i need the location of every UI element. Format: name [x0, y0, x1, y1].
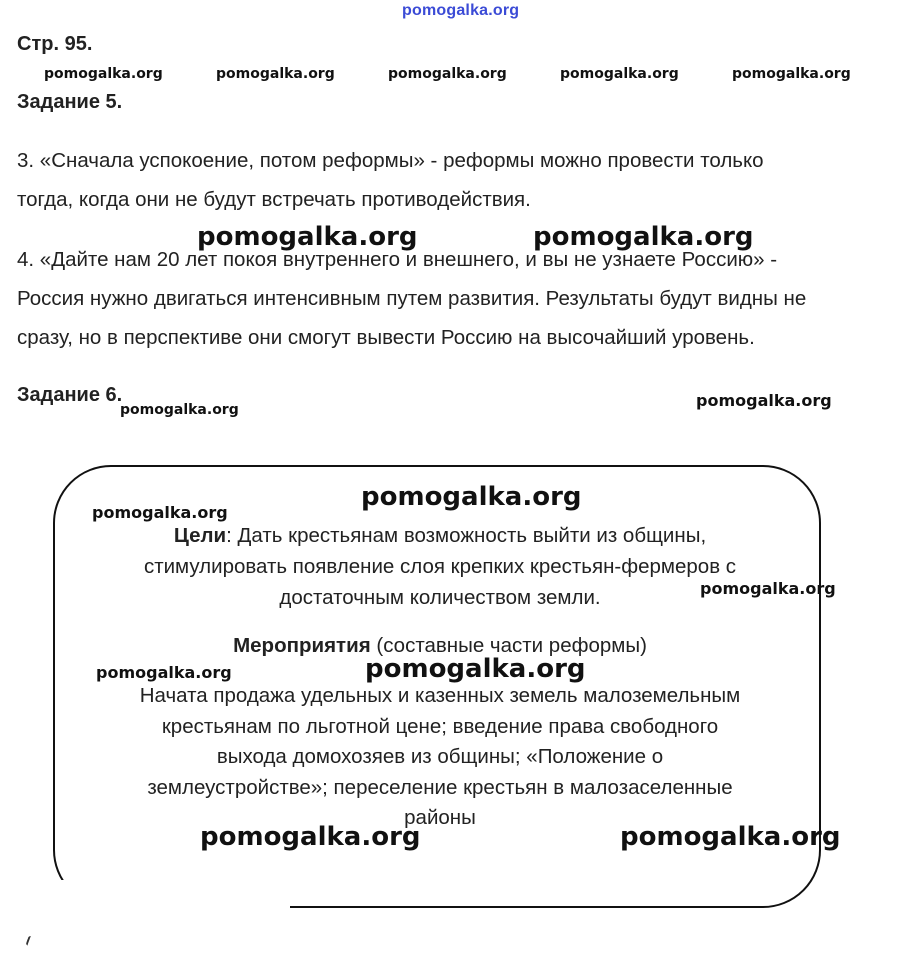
task5-item4-line2: Россия нужно двигаться интенсивным путем развития. Результаты будут видны не — [17, 287, 807, 310]
measures-line-4: землеустройстве»; переселение крестьян в малозаселенные — [147, 776, 733, 799]
watermark: pomogalka.org — [200, 822, 421, 852]
watermark: pomogalka.org — [361, 482, 582, 512]
watermark: pomogalka.org — [365, 654, 586, 684]
goals-label: Цели — [173, 524, 227, 547]
watermark: pomogalka.org — [732, 66, 851, 82]
task5-item3-line1: 3. «Сначала успокоение, потом реформы» - реформы можно провести только — [17, 149, 764, 172]
watermark: pomogalka.org — [44, 66, 163, 82]
watermark: pomogalka.org — [120, 402, 239, 418]
goals-line-2: стимулировать появление слоя крепких крестьян-фермеров с — [143, 555, 737, 578]
measures-line-1: Начата продажа удельных и казенных земель малоземельным — [139, 684, 741, 707]
watermark: pomogalka.org — [696, 391, 832, 410]
task5-item4-line3: сразу, но в перспективе они смогут вывести Россию на высочайший уровень. — [17, 326, 755, 349]
goals-line — [60, 520, 820, 551]
measures-line-5: районы — [404, 806, 476, 829]
box-border-gap — [40, 880, 290, 920]
goals-line-3: достаточным количеством земли. — [279, 586, 601, 609]
stray-mark — [25, 935, 33, 946]
measures-note: (составные части реформы) — [370, 634, 647, 657]
task5-item3-line2: тогда, когда они не будут встречать противодействия. — [17, 188, 531, 211]
measures-line-2: крестьянам по льготной цене; введение права свободного — [161, 715, 719, 738]
watermark: pomogalka.org — [620, 822, 841, 852]
watermark: pomogalka.org — [533, 222, 754, 252]
task5-title: Задание 5. — [17, 91, 123, 113]
watermark: pomogalka.org — [560, 66, 679, 82]
watermark: pomogalka.org — [197, 222, 418, 252]
watermark: pomogalka.org — [388, 66, 507, 82]
watermark-top: pomogalka.org — [402, 2, 520, 19]
task5-item4-line1: 4. «Дайте нам 20 лет покоя внутреннего и внешнего, и вы не узнаете Россию» - — [17, 248, 778, 271]
task6-title: Задание 6. — [17, 384, 123, 406]
page-reference: Стр. 95. — [17, 33, 93, 55]
measures-line-3: выхода домохозяев из общины; «Положение о — [216, 745, 664, 768]
watermark: pomogalka.org — [96, 663, 232, 682]
watermark: pomogalka.org — [92, 503, 228, 522]
measures-label: Мероприятия — [233, 634, 371, 657]
watermark: pomogalka.org — [700, 579, 836, 598]
goals-text: : Дать крестьянам возможность выйти из общины, — [226, 524, 707, 547]
watermark: pomogalka.org — [216, 66, 335, 82]
